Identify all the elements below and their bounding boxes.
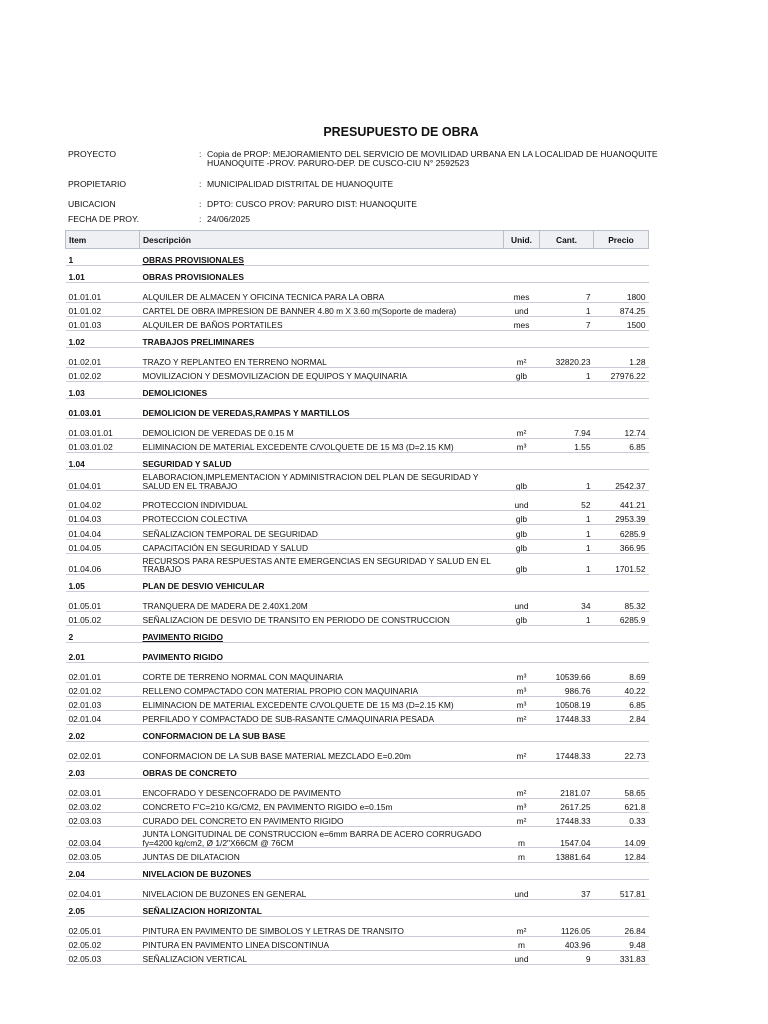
cell-unidad — [504, 762, 540, 779]
cell-item: 1.05 — [66, 574, 140, 591]
cell-cantidad — [540, 642, 594, 662]
cell-cantidad: 1 — [540, 367, 594, 381]
cell-item: 02.01.04 — [66, 710, 140, 724]
cell-descripcion: JUNTA LONGITUDINAL DE CONSTRUCCION e=6mm BARRA DE ACERO CORRUGADO fy=4200 kg/cm2, Ø 1/2"X66CM @ 76CM — [140, 827, 504, 848]
cell-unidad: m — [504, 936, 540, 950]
cell-descripcion: PERFILADO Y COMPACTADO DE SUB-RASANTE C/MAQUINARIA PESADA — [140, 710, 504, 724]
group-row — [66, 382, 649, 399]
cell-descripcion: DEMOLICIONES — [140, 382, 504, 399]
cell-descripcion: SEGURIDAD Y SALUD — [140, 453, 504, 470]
cell-descripcion: PROTECCION COLECTIVA — [140, 511, 504, 525]
cell-precio — [594, 399, 649, 419]
cell-unidad: glb — [504, 553, 540, 574]
cell-unidad — [504, 382, 540, 399]
cell-item: 02.02.01 — [66, 742, 140, 762]
cell-unidad: und — [504, 591, 540, 611]
cell-precio: 331.83 — [594, 950, 649, 964]
table-row — [66, 511, 649, 525]
cell-precio: 9.48 — [594, 936, 649, 950]
group-row — [66, 399, 649, 419]
cell-cantidad: 17448.33 — [540, 710, 594, 724]
cell-item: 2.04 — [66, 862, 140, 879]
cell-unidad: m — [504, 848, 540, 862]
cell-descripcion: SEÑALIZACION TEMPORAL DE SEGURIDAD — [140, 525, 504, 539]
cell-cantidad: 1 — [540, 525, 594, 539]
cell-item: 2.05 — [66, 899, 140, 916]
cell-cantidad: 1.55 — [540, 439, 594, 453]
cell-cantidad: 1 — [540, 511, 594, 525]
cell-descripcion: CARTEL DE OBRA IMPRESION DE BANNER 4.80 m X 3.60 m(Soporte de madera) — [140, 302, 504, 316]
cell-descripcion: CONCRETO F'C=210 KG/CM2, EN PAVIMENTO RIGIDO e=0.15m — [140, 799, 504, 813]
cell-cantidad — [540, 899, 594, 916]
table-row — [66, 710, 649, 724]
cell-precio: 58.65 — [594, 779, 649, 799]
ubicacion-value: DPTO: CUSCO PROV: PARURO DIST: HUANOQUITE — [207, 199, 417, 209]
cell-descripcion: JUNTAS DE DILATACION — [140, 848, 504, 862]
cell-cantidad — [540, 265, 594, 282]
cell-item: 02.05.01 — [66, 916, 140, 936]
cell-cantidad: 986.76 — [540, 682, 594, 696]
chapter-row — [66, 626, 649, 643]
cell-unidad: glb — [504, 525, 540, 539]
cell-precio — [594, 574, 649, 591]
cell-descripcion — [140, 249, 504, 266]
fecha-value: 24/06/2025 — [207, 214, 251, 224]
cell-item: 02.01.01 — [66, 662, 140, 682]
cell-descripcion: CONFORMACION DE LA SUB BASE — [140, 725, 504, 742]
cell-unidad: und — [504, 950, 540, 964]
cell-cantidad — [540, 725, 594, 742]
cell-descripcion: DEMOLICION DE VEREDAS,RAMPAS Y MARTILLOS — [140, 399, 504, 419]
cell-precio — [594, 725, 649, 742]
cell-descripcion: PAVIMENTO RIGIDO — [140, 642, 504, 662]
cell-precio: 6.85 — [594, 439, 649, 453]
cell-unidad — [504, 725, 540, 742]
cell-cantidad: 9 — [540, 950, 594, 964]
cell-descripcion: CURADO DEL CONCRETO EN PAVIMENTO RIGIDO — [140, 813, 504, 827]
fecha-label: FECHA DE PROY. — [68, 214, 139, 224]
budget-table-body — [66, 249, 649, 965]
cell-cantidad: 1 — [540, 470, 594, 491]
cell-item: 01.04.02 — [66, 491, 140, 511]
cell-descripcion: PLAN DE DESVIO VEHICULAR — [140, 574, 504, 591]
cell-unidad — [504, 399, 540, 419]
cell-unidad: m³ — [504, 662, 540, 682]
cell-precio: 1701.52 — [594, 553, 649, 574]
cell-descripcion: CAPACITACIÓN EN SEGURIDAD Y SALUD — [140, 539, 504, 553]
cell-unidad — [504, 899, 540, 916]
cell-unidad: und — [504, 491, 540, 511]
cell-cantidad — [540, 762, 594, 779]
table-row — [66, 662, 649, 682]
group-row — [66, 453, 649, 470]
cell-cantidad — [540, 249, 594, 266]
cell-item: 02.01.02 — [66, 682, 140, 696]
table-row — [66, 742, 649, 762]
cell-cantidad — [540, 330, 594, 347]
cell-item: 01.01.01 — [66, 282, 140, 302]
cell-precio: 2542.37 — [594, 470, 649, 491]
cell-precio — [594, 899, 649, 916]
cell-precio: 6.85 — [594, 696, 649, 710]
cell-item: 02.03.02 — [66, 799, 140, 813]
cell-cantidad — [540, 399, 594, 419]
cell-cantidad: 1 — [540, 302, 594, 316]
cell-item: 01.04.03 — [66, 511, 140, 525]
cell-precio: 6285.9 — [594, 611, 649, 625]
cell-item: 02.03.03 — [66, 813, 140, 827]
cell-item: 01.05.02 — [66, 611, 140, 625]
cell-descripcion: PINTURA EN PAVIMENTO LINEA DISCONTINUA — [140, 936, 504, 950]
cell-unidad: m² — [504, 419, 540, 439]
fecha-colon: : — [199, 214, 202, 224]
table-row — [66, 848, 649, 862]
cell-cantidad: 7.94 — [540, 419, 594, 439]
cell-unidad — [504, 249, 540, 266]
cell-item: 01.02.01 — [66, 347, 140, 367]
cell-descripcion: OBRAS PROVISIONALES — [140, 265, 504, 282]
ubicacion-label: UBICACION — [68, 199, 116, 209]
table-row — [66, 827, 649, 848]
cell-cantidad — [540, 574, 594, 591]
cell-item: 1.03 — [66, 382, 140, 399]
cell-unidad — [504, 574, 540, 591]
cell-unidad: und — [504, 302, 540, 316]
cell-descripcion: ELABORACION,IMPLEMENTACION Y ADMINISTRACION DEL PLAN DE SEGURIDAD Y SALUD EN EL TRABAJO — [140, 470, 504, 491]
cell-unidad: und — [504, 879, 540, 899]
cell-cantidad: 7 — [540, 316, 594, 330]
cell-descripcion: ENCOFRADO Y DESENCOFRADO DE PAVIMENTO — [140, 779, 504, 799]
cell-unidad: glb — [504, 367, 540, 381]
column-header-unidad: Unid. — [504, 231, 540, 249]
cell-cantidad: 52 — [540, 491, 594, 511]
table-row — [66, 282, 649, 302]
cell-cantidad: 7 — [540, 282, 594, 302]
cell-unidad — [504, 265, 540, 282]
cell-precio — [594, 330, 649, 347]
cell-precio: 2953.39 — [594, 511, 649, 525]
cell-unidad: m³ — [504, 799, 540, 813]
cell-precio: 874.25 — [594, 302, 649, 316]
cell-precio: 12.84 — [594, 848, 649, 862]
cell-precio — [594, 762, 649, 779]
table-row — [66, 813, 649, 827]
cell-precio: 1500 — [594, 316, 649, 330]
cell-descripcion: MOVILIZACION Y DESMOVILIZACION DE EQUIPOS Y MAQUINARIA — [140, 367, 504, 381]
column-header-precio: Precio — [594, 231, 649, 249]
cell-precio: 40.22 — [594, 682, 649, 696]
cell-precio: 441.21 — [594, 491, 649, 511]
cell-descripcion: RELLENO COMPACTADO CON MATERIAL PROPIO CON MAQUINARIA — [140, 682, 504, 696]
group-row — [66, 862, 649, 879]
cell-precio — [594, 626, 649, 643]
group-row — [66, 642, 649, 662]
cell-item: 01.03.01.02 — [66, 439, 140, 453]
cell-item: 01.04.04 — [66, 525, 140, 539]
cell-item: 01.02.02 — [66, 367, 140, 381]
table-row — [66, 936, 649, 950]
table-row — [66, 347, 649, 367]
cell-cantidad: 13881.64 — [540, 848, 594, 862]
cell-unidad: glb — [504, 539, 540, 553]
cell-descripcion: SEÑALIZACION VERTICAL — [140, 950, 504, 964]
cell-cantidad: 10539.66 — [540, 662, 594, 682]
propietario-colon: : — [199, 179, 202, 189]
cell-unidad: m² — [504, 742, 540, 762]
cell-unidad: m³ — [504, 682, 540, 696]
group-row — [66, 265, 649, 282]
cell-descripcion: ALQUILER DE BAÑOS PORTATILES — [140, 316, 504, 330]
cell-unidad: glb — [504, 611, 540, 625]
cell-item: 1 — [66, 249, 140, 266]
cell-precio: 12.74 — [594, 419, 649, 439]
cell-unidad: glb — [504, 511, 540, 525]
cell-precio — [594, 642, 649, 662]
cell-cantidad: 10508.19 — [540, 696, 594, 710]
document-title: PRESUPUESTO DE OBRA — [323, 125, 479, 139]
cell-cantidad — [540, 626, 594, 643]
cell-item: 02.03.01 — [66, 779, 140, 799]
cell-unidad: mes — [504, 282, 540, 302]
cell-unidad: m³ — [504, 696, 540, 710]
cell-unidad: m² — [504, 916, 540, 936]
cell-precio: 366.95 — [594, 539, 649, 553]
propietario-label: PROPIETARIO — [68, 179, 127, 189]
cell-cantidad: 34 — [540, 591, 594, 611]
cell-unidad — [504, 330, 540, 347]
table-row — [66, 591, 649, 611]
cell-precio: 1.28 — [594, 347, 649, 367]
cell-descripcion: SEÑALIZACION HORIZONTAL — [140, 899, 504, 916]
cell-item: 01.05.01 — [66, 591, 140, 611]
cell-unidad — [504, 453, 540, 470]
cell-precio: 6285.9 — [594, 525, 649, 539]
cell-descripcion: PROTECCION INDIVIDUAL — [140, 491, 504, 511]
cell-descripcion: CONFORMACION DE LA SUB BASE MATERIAL MEZCLADO E=0.20m — [140, 742, 504, 762]
cell-precio: 22.73 — [594, 742, 649, 762]
cell-descripcion: TRAZO Y REPLANTEO EN TERRENO NORMAL — [140, 347, 504, 367]
cell-item: 02.05.03 — [66, 950, 140, 964]
cell-unidad — [504, 626, 540, 643]
cell-descripcion: PINTURA EN PAVIMENTO DE SIMBOLOS Y LETRAS DE TRANSITO — [140, 916, 504, 936]
table-row — [66, 470, 649, 491]
cell-item: 02.01.03 — [66, 696, 140, 710]
cell-precio: 2.84 — [594, 710, 649, 724]
table-row — [66, 491, 649, 511]
cell-cantidad: 32820.23 — [540, 347, 594, 367]
cell-item: 2.02 — [66, 725, 140, 742]
cell-descripcion: ELIMINACION DE MATERIAL EXCEDENTE C/VOLQUETE DE 15 M3 (D=2.15 KM) — [140, 439, 504, 453]
cell-unidad: m² — [504, 710, 540, 724]
cell-item: 01.04.05 — [66, 539, 140, 553]
cell-item: 01.01.03 — [66, 316, 140, 330]
group-row — [66, 330, 649, 347]
table-row — [66, 611, 649, 625]
cell-cantidad: 37 — [540, 879, 594, 899]
cell-precio: 14.09 — [594, 827, 649, 848]
chapter-title: OBRAS PROVISIONALES — [142, 254, 244, 265]
cell-item: 2.03 — [66, 762, 140, 779]
cell-descripcion: NIVELACION DE BUZONES — [140, 862, 504, 879]
chapter-row — [66, 249, 649, 266]
cell-cantidad — [540, 382, 594, 399]
cell-cantidad: 403.96 — [540, 936, 594, 950]
cell-descripcion: TRANQUERA DE MADERA DE 2.40X1.20M — [140, 591, 504, 611]
cell-unidad: glb — [504, 470, 540, 491]
cell-precio: 85.32 — [594, 591, 649, 611]
chapter-title: PAVIMENTO RIGIDO — [142, 631, 223, 642]
cell-cantidad: 1126.05 — [540, 916, 594, 936]
ubicacion-colon: : — [199, 199, 202, 209]
cell-item: 02.03.04 — [66, 827, 140, 848]
cell-precio: 0.33 — [594, 813, 649, 827]
cell-precio: 621.8 — [594, 799, 649, 813]
cell-item: 1.02 — [66, 330, 140, 347]
table-row — [66, 696, 649, 710]
cell-item: 1.01 — [66, 265, 140, 282]
cell-precio: 8.69 — [594, 662, 649, 682]
cell-unidad: m² — [504, 779, 540, 799]
cell-item: 01.03.01 — [66, 399, 140, 419]
table-row — [66, 799, 649, 813]
cell-precio: 26.84 — [594, 916, 649, 936]
table-row — [66, 879, 649, 899]
cell-unidad: m² — [504, 813, 540, 827]
table-row — [66, 539, 649, 553]
table-row — [66, 367, 649, 381]
cell-item: 01.04.06 — [66, 553, 140, 574]
table-header-row — [66, 231, 649, 249]
cell-unidad — [504, 642, 540, 662]
cell-cantidad: 1547.04 — [540, 827, 594, 848]
proyecto-value: Copia de PROP: MEJORAMIENTO DEL SERVICIO DE MOVILIDAD URBANA EN LA LOCALIDAD DE HUANOQUITE HUANOQUITE -PROV. PARURO-DEP. DE CUSCO-CIU N° 2592523 — [207, 149, 658, 168]
group-row — [66, 899, 649, 916]
cell-unidad — [504, 862, 540, 879]
proyecto-label: PROYECTO — [68, 149, 117, 159]
column-header-descripcion: Descripción — [140, 231, 504, 249]
cell-descripcion: DEMOLICION DE VEREDAS DE 0.15 M — [140, 419, 504, 439]
cell-unidad: m³ — [504, 439, 540, 453]
cell-descripcion: NIVELACION DE BUZONES EN GENERAL — [140, 879, 504, 899]
cell-precio — [594, 862, 649, 879]
cell-precio: 27976.22 — [594, 367, 649, 381]
cell-cantidad: 1 — [540, 553, 594, 574]
cell-cantidad: 1 — [540, 611, 594, 625]
cell-item: 02.03.05 — [66, 848, 140, 862]
cell-precio: 517.81 — [594, 879, 649, 899]
table-row — [66, 950, 649, 964]
group-row — [66, 725, 649, 742]
cell-item: 01.01.02 — [66, 302, 140, 316]
table-row — [66, 525, 649, 539]
cell-item: 01.03.01.01 — [66, 419, 140, 439]
cell-item: 02.04.01 — [66, 879, 140, 899]
cell-precio — [594, 453, 649, 470]
cell-descripcion: TRABAJOS PRELIMINARES — [140, 330, 504, 347]
cell-cantidad — [540, 453, 594, 470]
cell-precio — [594, 265, 649, 282]
cell-unidad: m² — [504, 347, 540, 367]
cell-unidad: mes — [504, 316, 540, 330]
cell-descripcion: ALQUILER DE ALMACEN Y OFICINA TECNICA PARA LA OBRA — [140, 282, 504, 302]
cell-descripcion: SEÑALIZACION DE DESVIO DE TRANSITO EN PERIODO DE CONSTRUCCION — [140, 611, 504, 625]
cell-descripcion: RECURSOS PARA RESPUESTAS ANTE EMERGENCIAS EN SEGURIDAD Y SALUD EN EL TRABAJO — [140, 553, 504, 574]
cell-item: 02.05.02 — [66, 936, 140, 950]
cell-descripcion — [140, 626, 504, 643]
cell-cantidad — [540, 862, 594, 879]
cell-item: 2 — [66, 626, 140, 643]
group-row — [66, 574, 649, 591]
table-row — [66, 779, 649, 799]
cell-precio — [594, 382, 649, 399]
propietario-value: MUNICIPALIDAD DISTRITAL DE HUANOQUITE — [207, 179, 394, 189]
table-row — [66, 916, 649, 936]
table-row — [66, 419, 649, 439]
table-row — [66, 302, 649, 316]
cell-descripcion: OBRAS DE CONCRETO — [140, 762, 504, 779]
cell-precio: 1800 — [594, 282, 649, 302]
group-row — [66, 762, 649, 779]
cell-unidad: m — [504, 827, 540, 848]
cell-item: 1.04 — [66, 453, 140, 470]
budget-table — [65, 230, 649, 965]
column-header-cantidad: Cant. — [540, 231, 594, 249]
cell-descripcion: CORTE DE TERRENO NORMAL CON MAQUINARIA — [140, 662, 504, 682]
cell-cantidad: 1 — [540, 539, 594, 553]
table-row — [66, 682, 649, 696]
column-header-item: Item — [66, 231, 140, 249]
cell-cantidad: 17448.33 — [540, 742, 594, 762]
table-row — [66, 439, 649, 453]
table-row — [66, 316, 649, 330]
cell-precio — [594, 249, 649, 266]
cell-cantidad: 2181.07 — [540, 779, 594, 799]
cell-descripcion: ELIMINACION DE MATERIAL EXCEDENTE C/VOLQUETE DE 15 M3 (D=2.15 KM) — [140, 696, 504, 710]
table-row — [66, 553, 649, 574]
proyecto-colon: : — [199, 149, 202, 159]
cell-item: 01.04.01 — [66, 470, 140, 491]
cell-item: 2.01 — [66, 642, 140, 662]
cell-cantidad: 2617.25 — [540, 799, 594, 813]
cell-cantidad: 17448.33 — [540, 813, 594, 827]
